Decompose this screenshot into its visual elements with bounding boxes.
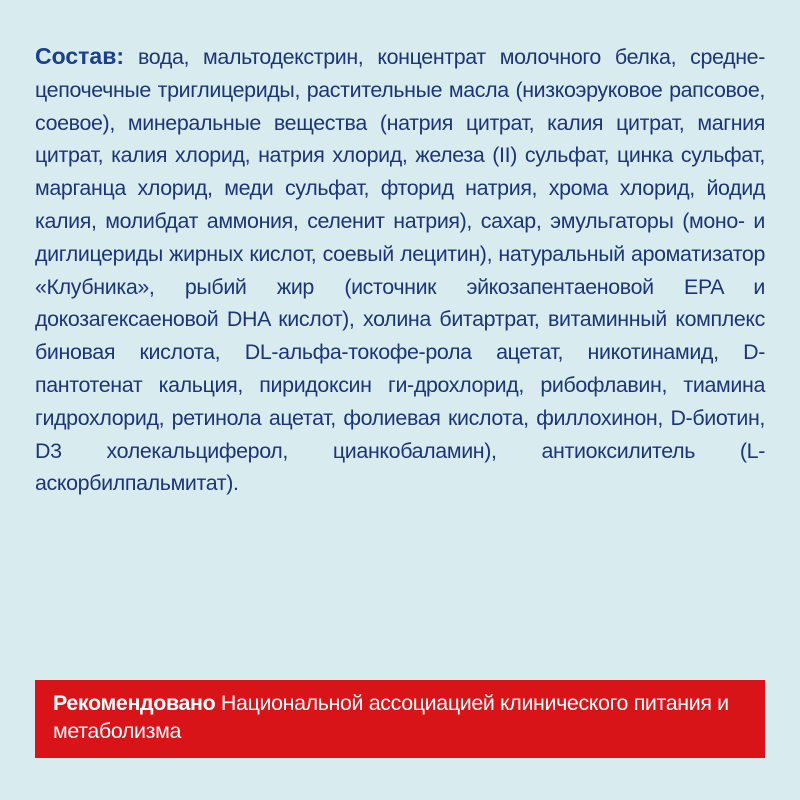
recommendation-heading: Рекомендовано bbox=[53, 691, 216, 715]
recommendation-body: Национальной ассоциацией клинического питания и метаболизма bbox=[53, 691, 729, 743]
composition-body: вода, мальтодекстрин, концентрат молочного белка, средне-цепочечные триглицериды, растительные масла (низкоэруковое рапсовое, соевое), минеральные вещества (натрия цитрат, калия цитрат, магния цитрат, калия хлорид, натрия хлорид, железа (II) сульфат, цинка сульфат, марганца хлорид, меди сульфат, фторид натрия, хрома хлорид, йодид калия, молибдат аммония, селенит натрия), сахар, эмульгаторы (моно- и диглицериды жирных кислот, соевый лецитин), натуральный ароматизатор «Клубника», рыбий жир (источник эйкозапентаеновой EPA и докозагексаеновой DHA кислот), холина битартрат, витаминный комплекс биновая кислота, DL-альфа-токофе-рола ацетат, никотинамид, D-пантотенат кальция, пиридоксин ги-дрохлорид, рибофлавин, тиамина гидрохлорид, ретинола ацетат, фолиевая кислота, филлохинон, D-биотин, D3 холекальциферол, цианкобаламин), антиоксилитель (L-аскорбилпальмитат). bbox=[35, 45, 765, 496]
recommendation-banner bbox=[35, 680, 765, 758]
composition-text bbox=[35, 40, 765, 500]
composition-heading: Состав: bbox=[35, 43, 125, 69]
